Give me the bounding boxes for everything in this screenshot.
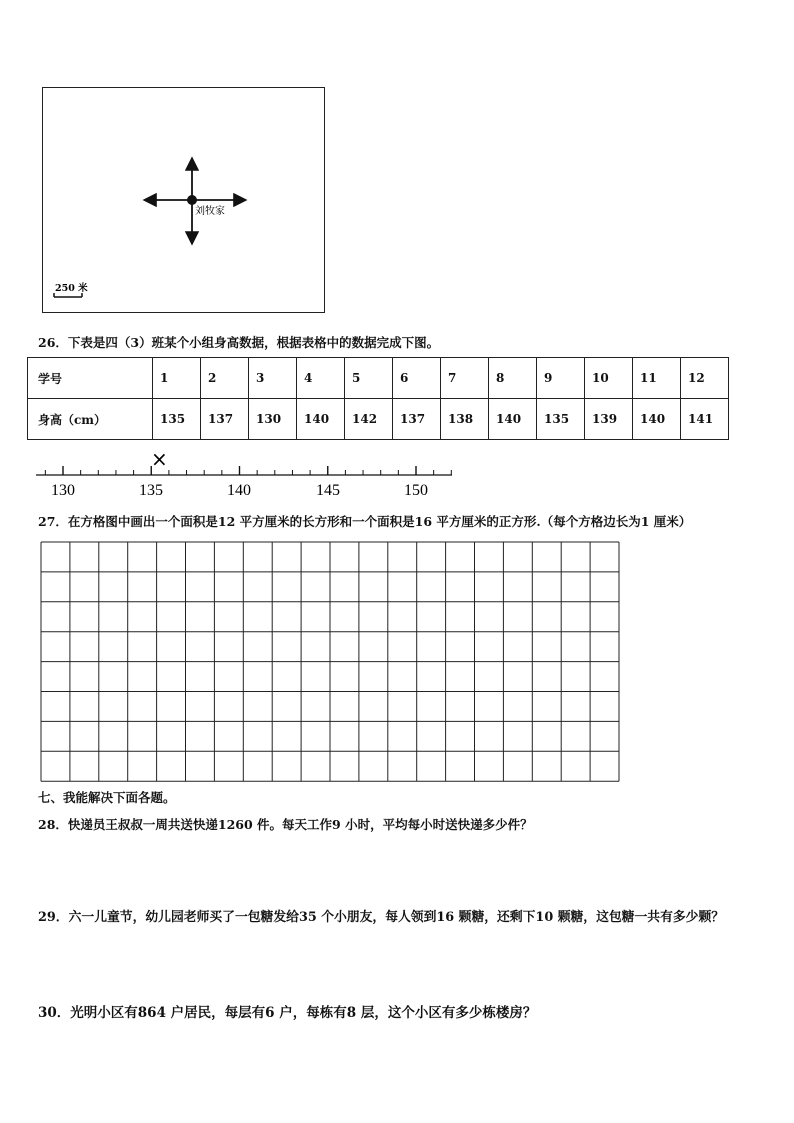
height-cell: 139 (585, 399, 633, 440)
number-line (30, 448, 460, 500)
id-cell: 3 (249, 358, 297, 399)
height-cell: 140 (489, 399, 537, 440)
height-cell: 141 (681, 399, 729, 440)
q28-text: 28．快递员王叔叔一周共送快递1260 件。每天工作9 小时，平均每小时送快递多少件？ (38, 817, 533, 832)
map-svg (43, 88, 326, 314)
axis-label-135: 135 (139, 482, 163, 499)
id-cell: 2 (201, 358, 249, 399)
id-cell: 1 (153, 358, 201, 399)
id-cell: 10 (585, 358, 633, 399)
id-cell: 8 (489, 358, 537, 399)
height-cell: 140 (297, 399, 345, 440)
q26-text: 26．下表是四（3）班某个小组身高数据，根据表格中的数据完成下图。 (38, 335, 440, 350)
axis-label-150: 150 (404, 482, 428, 499)
id-cell: 11 (633, 358, 681, 399)
id-cell: 7 (441, 358, 489, 399)
q30-text: 30．光明小区有864 户居民，每层有6 户，每栋有8 层，这个小区有多少栋楼房？ (38, 1005, 537, 1021)
table-row (28, 358, 729, 399)
table-row (28, 399, 729, 440)
axis-label-145: 145 (316, 482, 340, 499)
id-cell: 12 (681, 358, 729, 399)
height-cell: 138 (441, 399, 489, 440)
square-grid[interactable] (40, 541, 620, 783)
q29-text: 29．六一儿童节，幼儿园老师买了一包糖发给35 个小朋友，每人领到16 颗糖，还剩下10 颗糖，这包糖一共有多少颗？ (38, 910, 725, 925)
axis-label-140: 140 (227, 482, 251, 499)
height-cell: 137 (201, 399, 249, 440)
height-cell: 137 (393, 399, 441, 440)
axis-label-130: 130 (51, 482, 75, 499)
q27-text: 27．在方格图中画出一个面积是12 平方厘米的长方形和一个面积是16 平方厘米的正方形.（每个方格边长为1 厘米） (38, 514, 692, 529)
height-cell: 135 (537, 399, 585, 440)
section7-title: 七、我能解决下面各题。 (38, 790, 176, 805)
height-cell: 140 (633, 399, 681, 440)
grid-lines (41, 542, 619, 781)
home-dot (187, 195, 197, 205)
row-header-id: 学号 (28, 358, 153, 399)
height-cell: 142 (345, 399, 393, 440)
scale-label: 250 米 (55, 283, 88, 294)
axis-marker: × (151, 448, 168, 471)
row-header-height: 身高（cm） (28, 399, 153, 440)
id-cell: 9 (537, 358, 585, 399)
home-label: 刘牧家 (195, 206, 225, 217)
map-figure (42, 87, 325, 313)
height-cell: 130 (249, 399, 297, 440)
id-cell: 4 (297, 358, 345, 399)
id-cell: 5 (345, 358, 393, 399)
number-line-ticks (30, 466, 451, 475)
id-cell: 6 (393, 358, 441, 399)
height-cell: 135 (153, 399, 201, 440)
height-table (27, 357, 729, 440)
